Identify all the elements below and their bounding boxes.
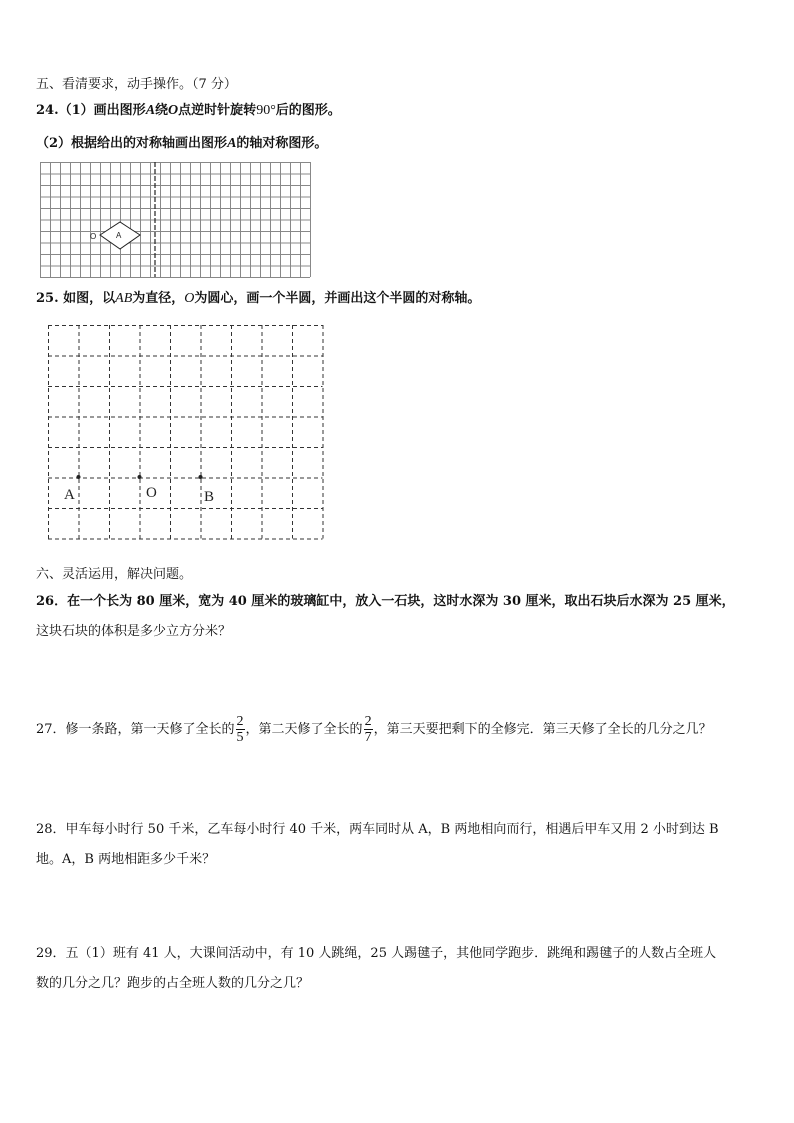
question-27: 27．修一条路，第一天修了全长的 $\frac{2}{5}$ ，第二天修了全长的 $\frac{2}{7}$ ，第三天要把剩下的全修完．第三天修了全长的几分之几？	[36, 714, 712, 745]
question-number: 25.	[36, 291, 59, 306]
question-28-line-2: 地。A，B 两地相距多少千米？	[36, 852, 216, 867]
point-o-label: O	[146, 485, 157, 501]
question-24-part-1: 24.（1）画出图形A绕O点逆时针旋转90°后的图形。	[36, 103, 341, 118]
angle-value: 90°	[256, 103, 276, 118]
point-a-dot	[77, 475, 81, 479]
fraction-two-fifths: $\frac{2}{5}$	[236, 714, 244, 745]
question-28-line-1: 28．甲车每小时行 50 千米，乙车每小时行 40 千米，两车同时从 A，B 两地相向而行，相遇后甲车又用 2 小时到达 B	[36, 822, 719, 837]
point-a-label: A	[64, 487, 75, 503]
question-29-line-2: 数的几分之几？跑步的占全班人数的几分之几？	[36, 976, 310, 991]
question-29-line-1: 29．五（1）班有 41 人，大课间活动中，有 10 人跳绳，25 人踢毽子，其他同学跑步．跳绳和踢毽子的人数占全班人	[36, 946, 717, 961]
question-26-line-1: 26．在一个长为 80 厘米，宽为 40 厘米的玻璃缸中，放入一石块，这时水深为 30 厘米，取出石块后水深为 25 厘米，	[36, 594, 735, 609]
variable-a: A	[227, 136, 237, 151]
question-number: 24.	[36, 103, 59, 118]
variable-o: O	[168, 103, 179, 118]
variable-o: O	[184, 291, 195, 306]
variable-ab: AB	[115, 291, 133, 306]
semicircle-grid-figure	[48, 325, 324, 541]
question-26-line-2: 这块石块的体积是多少立方分米？	[36, 624, 232, 639]
point-o-label: O	[90, 232, 97, 241]
shape-a-label: A	[116, 231, 122, 240]
point-o-dot	[138, 475, 142, 479]
fraction-two-sevenths: $\frac{2}{7}$	[364, 714, 372, 745]
question-24-part-2: （2）根据给出的对称轴画出图形A的轴对称图形。	[36, 136, 328, 151]
question-25-text: 25. 如图，以AB为直径，O为圆心，画一个半圆，并画出这个半圆的对称轴。	[36, 291, 481, 306]
variable-a: A	[145, 103, 156, 118]
point-b-label: B	[204, 489, 215, 505]
section-5-heading: 五、看清要求，动手操作。（7 分）	[36, 77, 237, 92]
point-b-dot	[199, 475, 203, 479]
section-6-heading: 六、灵活运用，解决问题。	[36, 567, 193, 582]
rotation-grid-figure	[40, 162, 312, 280]
